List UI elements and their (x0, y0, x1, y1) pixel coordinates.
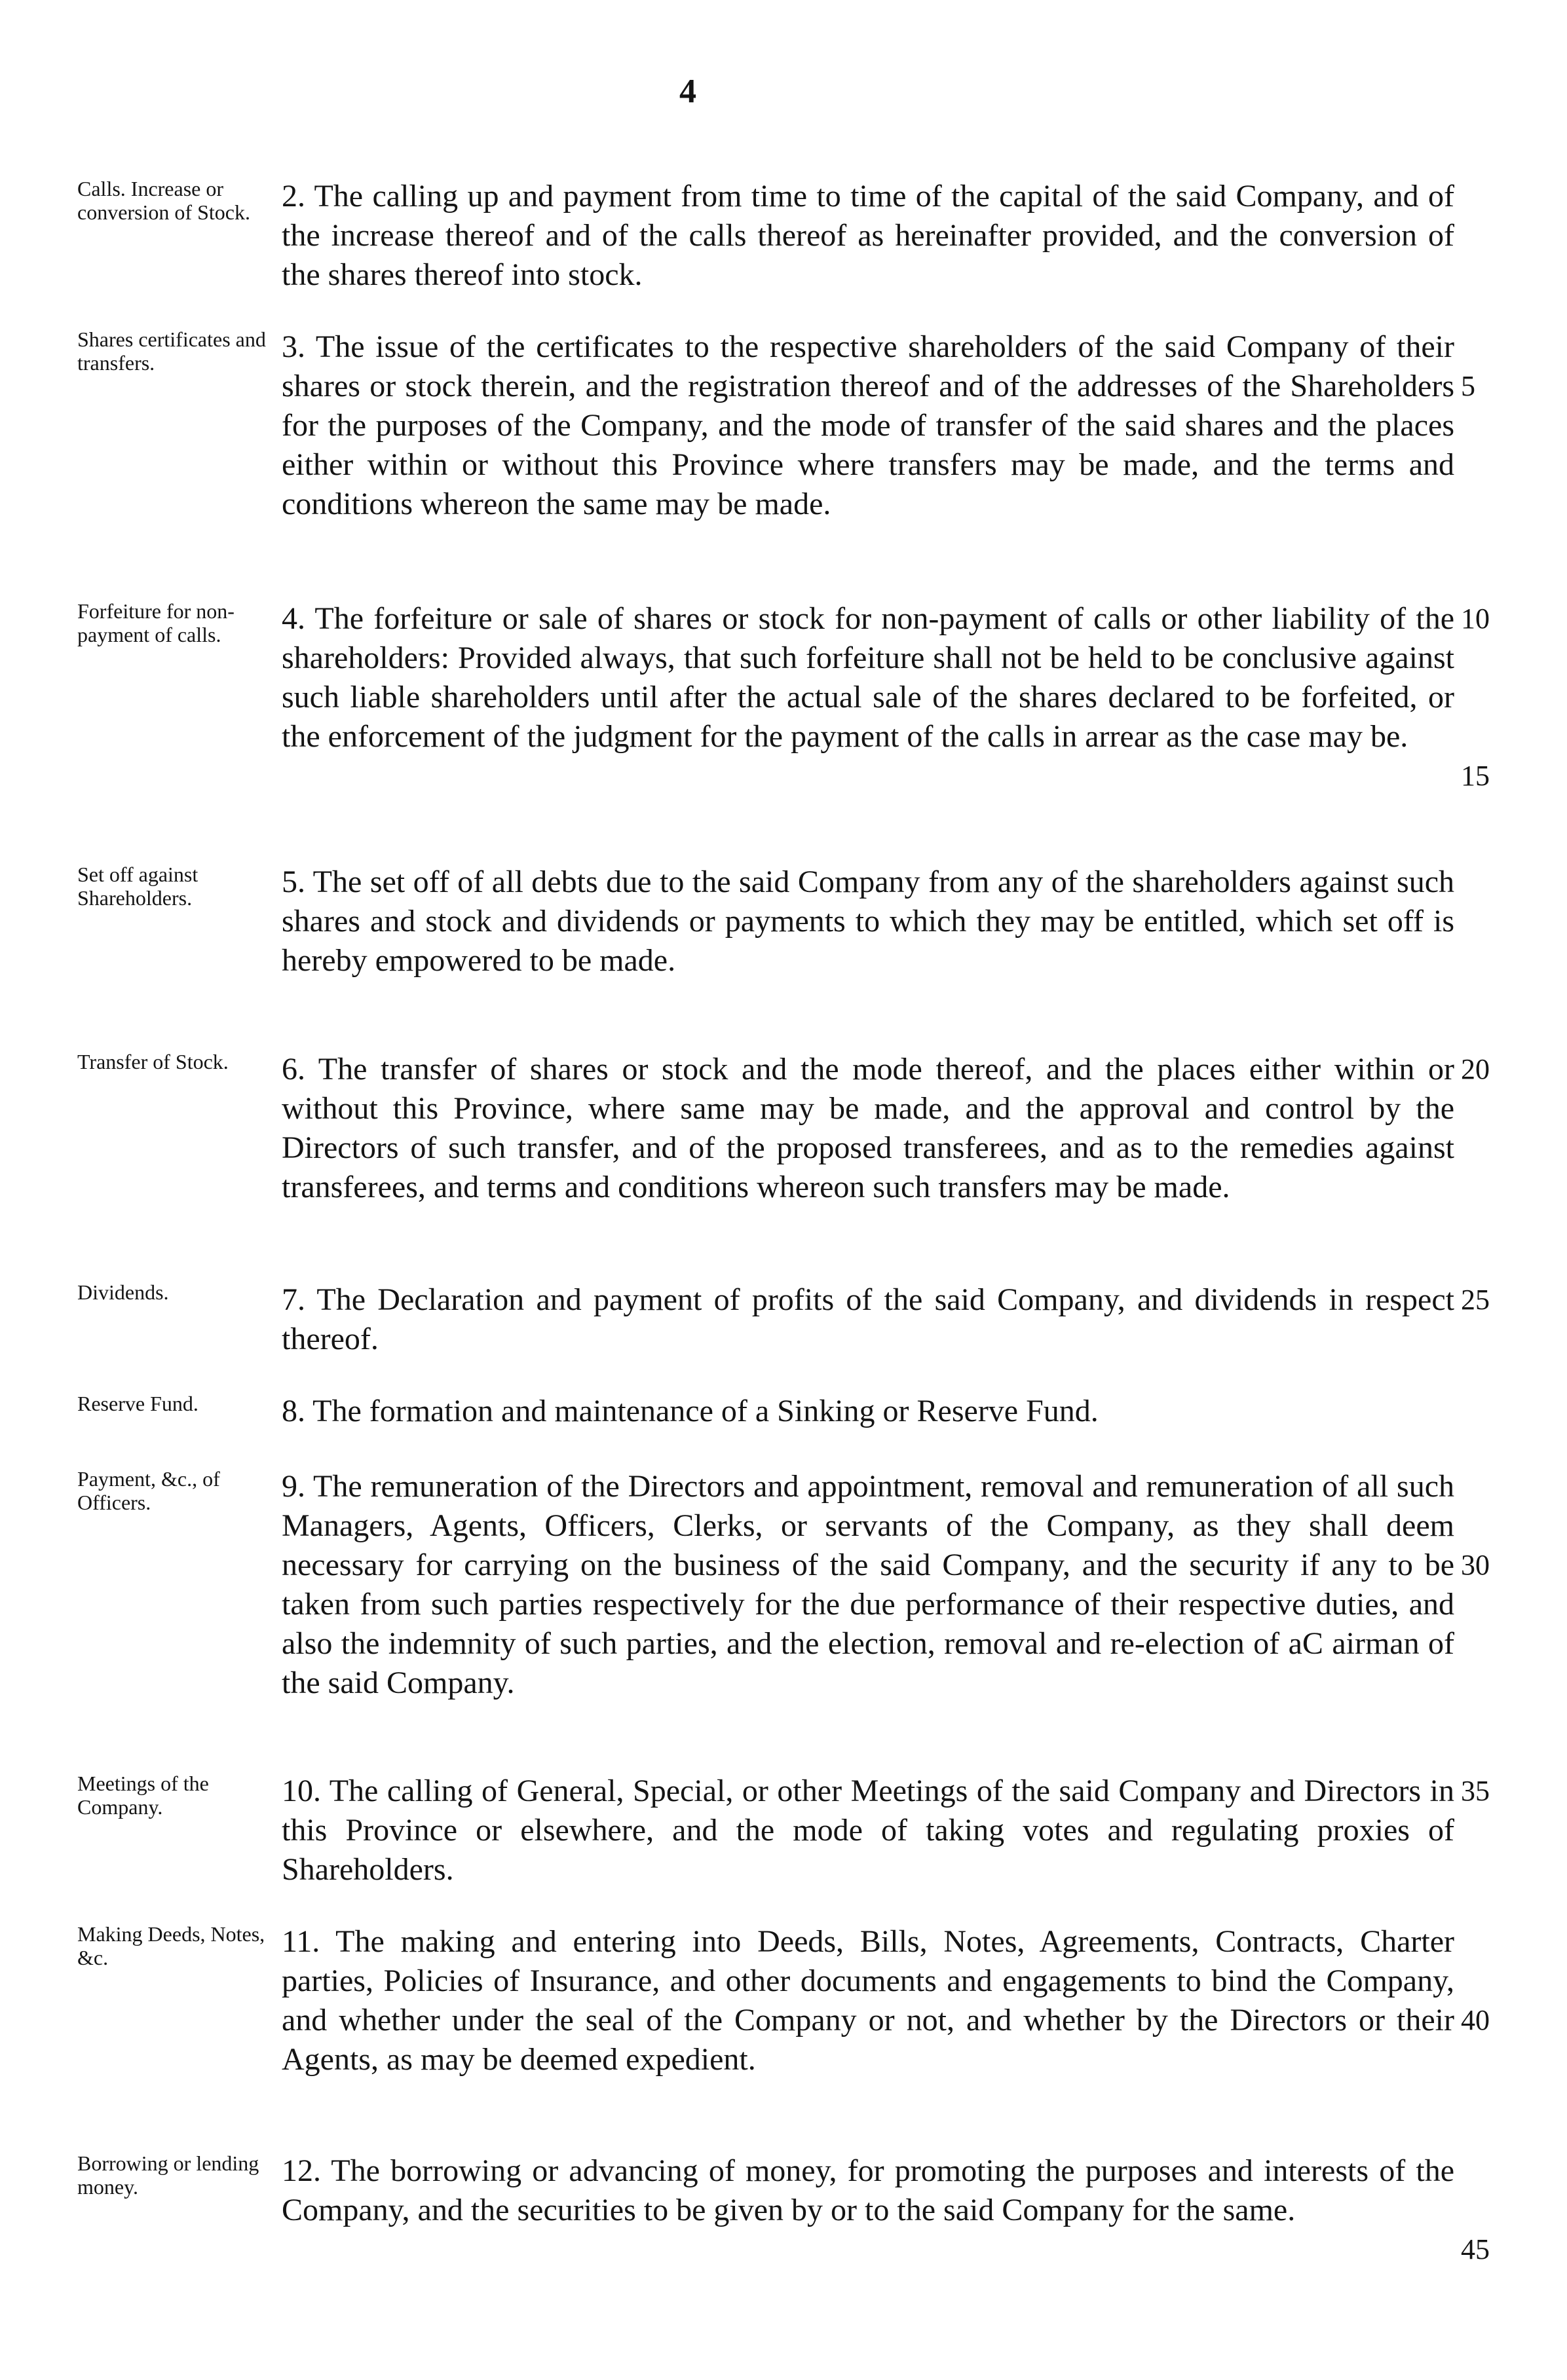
line-number: 20 (1461, 1053, 1490, 1085)
section-text: 8. The formation and maintenance of a Sinking or Reserve Fund. (282, 1394, 1099, 1428)
section-text: 2. The calling up and payment from time to time of the capital of the said Company, and of the increase thereof and of the calls thereof as hereinafter provided, and the conversion of the shares thereof into stock. (282, 179, 1454, 292)
line-number: 45 (1461, 2233, 1490, 2265)
section-text: 3. The issue of the certificates to the respective shareholders of the said Company of their shares or stock therein, and the registration thereof and of the addresses of the Shareholders for the purposes of the Company, and the mode of transfer of the said shares and the places either within or without this Province where transfers may be made, and the terms and conditions whereon the same may be made. (282, 329, 1454, 521)
margin-note: Calls. Increase or conversion of Stock. (77, 177, 250, 224)
page-number: 4 (679, 73, 696, 110)
line-number: 10 (1461, 603, 1490, 635)
line-number: 35 (1461, 1775, 1490, 1807)
line-number: 40 (1461, 2004, 1490, 2036)
margin-note: Forfeiture for non-payment of calls. (77, 599, 235, 646)
margin-note: Set off against Shareholders. (77, 863, 198, 910)
line-number: 5 (1461, 370, 1475, 402)
section-text: 9. The remuneration of the Directors and appointment, removal and remuneration of all such Managers, Agents, Officers, Clerks, or servants of the Company, as they shall deem necessary for carrying on the business of the said Company, and the security if any to be taken from such parties respectively for the due performance of their respective duties, and also the indemnity of such parties, and the election, removal and re-election of aC airman of the said Company. (282, 1469, 1454, 1700)
section-text: 7. The Declaration and payment of profits of the said Company, and dividends in respect thereof. (282, 1282, 1454, 1356)
line-number: 30 (1461, 1549, 1490, 1581)
section-text: 10. The calling of General, Special, or other Meetings of the said Company and Directors in this Province or elsewhere, and the mode of taking votes and regulating proxies of Shareholders. (282, 1774, 1454, 1887)
margin-note: Reserve Fund. (77, 1392, 198, 1415)
margin-note: Borrowing or lending money. (77, 2151, 259, 2199)
line-number: 25 (1461, 1284, 1490, 1316)
section-text: 12. The borrowing or advancing of money, for promoting the purposes and interests of the Company, and the securities to be given by or to the said Company for the same. (282, 2153, 1454, 2227)
margin-note: Making Deeds, Notes, &c. (77, 1922, 265, 1969)
line-number: 15 (1461, 760, 1490, 792)
section-text: 4. The forfeiture or sale of shares or stock for non-payment of calls or other liability of the shareholders: Provided always, that such forfeiture shall not be held to be conclusive against such liable shareholders until after the actual sale of the shares declared to be forfeited, or the enforcement of the judgment for the payment of the calls in arrear as the case may be. (282, 601, 1454, 754)
section-text: 11. The making and entering into Deeds, Bills, Notes, Agreements, Contracts, Charter parties, Policies of Insurance, and other documents and engagements to bind the Company, and whether under the seal of the Company or not, and whether by the Directors or their Agents, as may be deemed expedient. (282, 1924, 1454, 2077)
margin-note: Payment, &c., of Officers. (77, 1467, 220, 1514)
margin-note: Shares certificates and transfers. (77, 327, 266, 375)
margin-note: Meetings of the Company. (77, 1772, 209, 1819)
section-text: 6. The transfer of shares or stock and the mode thereof, and the places either within or without this Province, where same may be made, and the approval and control by the Directors of such transfer, and of the proposed transferees, and as to the remedies against transferees, and terms and conditions whereon such transfers may be made. (282, 1052, 1454, 1204)
section-text: 5. The set off of all debts due to the said Company from any of the shareholders against such shares and stock and dividends or payments to which they may be entitled, which set off is hereby empowered to be made. (282, 865, 1454, 978)
margin-note: Transfer of Stock. (77, 1050, 229, 1073)
margin-note: Dividends. (77, 1280, 169, 1304)
